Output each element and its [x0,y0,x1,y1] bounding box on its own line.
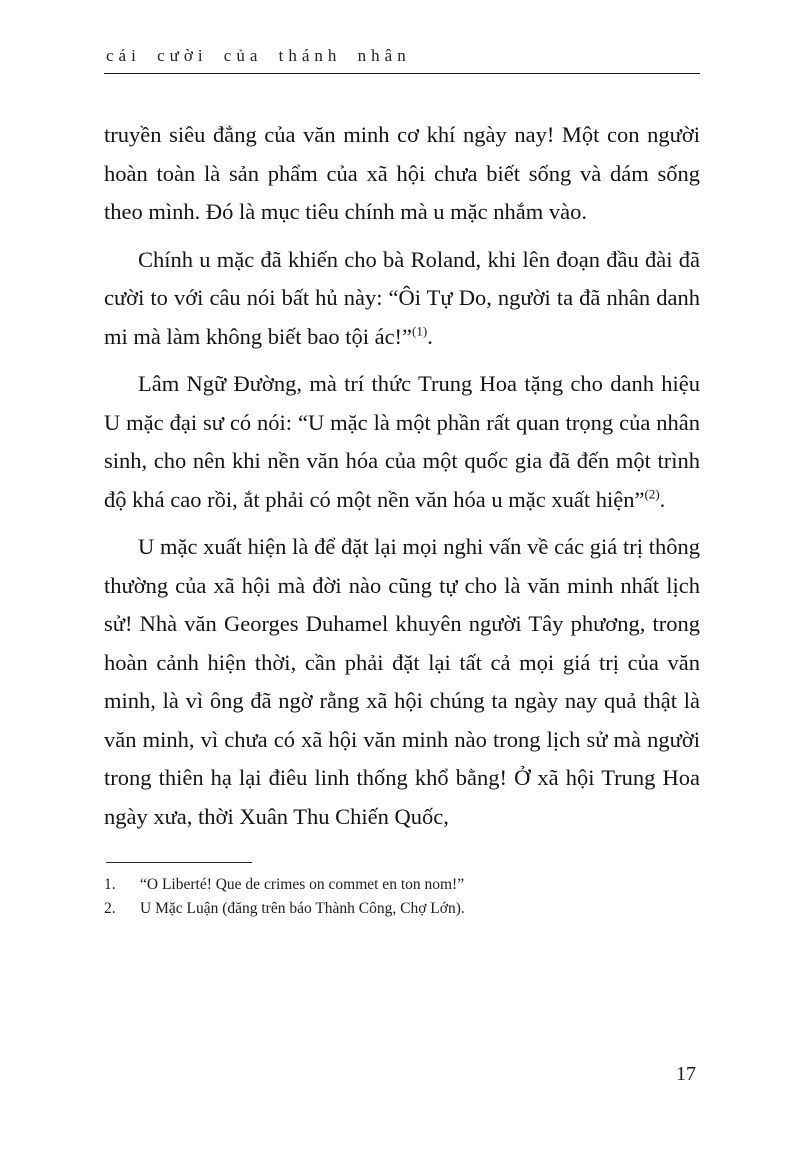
body-text [104,116,700,836]
footnote-reference: (2) [644,486,660,501]
footnote-item [104,873,700,897]
paragraph-text: Lâm Ngữ Đường, mà trí thức Trung Hoa tặng cho danh hiệu U mặc đại sư có nói: “U mặc là một phần rất quan trọng của nhân sinh, cho nên khi nền văn hóa của một quốc gia đã đến một trình độ khá cao rồi, ắt phải có một nền văn hóa u mặc xuất hiện” [104,371,700,512]
footnote-number: 2. [104,900,116,917]
body-paragraph [104,365,700,519]
footnote-number: 1. [104,876,116,893]
body-paragraph: U mặc xuất hiện là để đặt lại mọi nghi vấn về các giá trị thông thường của xã hội mà đời nào cũng tự cho là văn minh nhất lịch sử! Nhà văn Georges Duhamel khuyên người Tây phương, trong hoàn cảnh hiện thời, cần phải đặt lại tất cả mọi giá trị của văn minh, là vì ông đã ngờ rằng xã hội chúng ta ngày nay quả thật là văn minh, vì chưa có xã hội văn minh nào trong lịch sử mà người trong thiên hạ lại điêu linh thống khổ bằng! Ở xã hội Trung Hoa ngày xưa, thời Xuân Thu Chiến Quốc, [104,534,700,829]
page-content [104,46,700,921]
body-paragraph [104,241,700,357]
body-paragraph: truyền siêu đẳng của văn minh cơ khí ngày nay! Một con người hoàn toàn là sản phẩm của xã hội chưa biết sống và dám sống theo mình. Đó là mục tiêu chính mà u mặc nhắm vào. [104,122,700,224]
footnote-text: “O Liberté! Que de crimes on commet en ton nom!” [140,876,465,893]
paragraph-text: Chính u mặc đã khiến cho bà Roland, khi lên đoạn đầu đài đã cười to với câu nói bất hủ này: “Ôi Tự Do, người ta đã nhân danh mi mà làm không biết bao tội ác!” [104,246,700,349]
footnotes-section [104,862,700,921]
paragraph-text: . [427,323,433,349]
page-number: 17 [676,1063,696,1085]
footnote-text: U Mặc Luận (đăng trên báo Thành Công, Chợ Lớn). [140,900,465,917]
footnote-item [104,897,700,921]
footnote-rule [106,862,252,863]
footnote-reference: (1) [412,323,428,338]
paragraph-text: . [659,486,666,512]
header-rule [104,73,700,74]
running-header: cái cười của thánh nhân [106,46,411,65]
